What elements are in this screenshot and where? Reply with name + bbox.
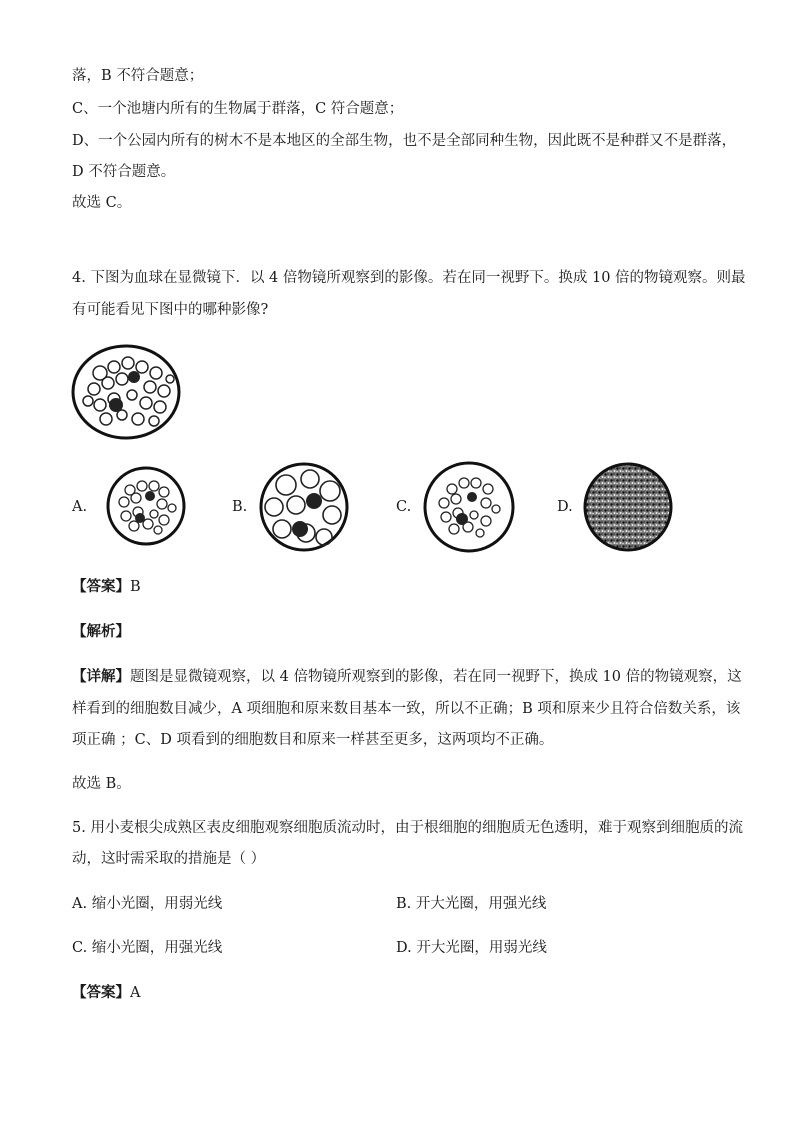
analysis-tag: 【解析】 bbox=[72, 623, 130, 640]
text-line: D、一个公园内所有的树木不是本地区的全部生物，也不是全部同种生物，因此既不是种群又不是群落， bbox=[72, 133, 737, 149]
text-line: D 不符合题意。 bbox=[72, 164, 176, 180]
question-5-stem: 5. 用小麦根尖成熟区表皮细胞观察细胞质流动时，由于根细胞的细胞质无色透明，难于观察到细胞质的流 bbox=[72, 820, 743, 836]
detail-line: 样看到的细胞数目减少，A 项细胞和原来数目基本一致，所以不正确；B 项和原来少且符合倍数关系，该 bbox=[72, 701, 741, 717]
option-b: B. 开大光圈，用强光线 bbox=[396, 896, 547, 912]
detail-text: 题图是显微镜观察，以 4 倍物镜所观察到的影像，若在同一视野下，换成 10 倍的物镜观察，这 bbox=[130, 669, 742, 685]
microscope-view-reference-image bbox=[70, 343, 184, 443]
conclusion: 故选 B。 bbox=[72, 776, 131, 792]
option-a: A. 缩小光圈，用弱光线 bbox=[72, 896, 223, 912]
microscope-view-option-c bbox=[420, 461, 518, 553]
detail-tag: 【详解】 bbox=[72, 668, 130, 685]
question-4-stem: 4. 下图为血球在显微镜下．以 4 倍物镜所观察到的影像。若在同一视野下。换成 10 倍的物镜观察。则最 bbox=[72, 270, 746, 286]
microscope-view-option-b bbox=[256, 461, 352, 553]
option-a-label: A. bbox=[72, 499, 88, 515]
microscope-view-option-d bbox=[580, 461, 676, 553]
answer-tag: 【答案】 bbox=[72, 984, 130, 1001]
option-d-label: D. bbox=[557, 499, 573, 515]
microscope-view-option-a bbox=[104, 466, 188, 546]
option-d: D. 开大光圈，用弱光线 bbox=[396, 940, 547, 956]
answer-tag: 【答案】 bbox=[72, 578, 130, 595]
detail-line bbox=[72, 667, 742, 687]
text-line: C、一个池塘内所有的生物属于群落，C 符合题意； bbox=[72, 101, 404, 117]
question-4-stem: 有可能看见下图中的哪种影像? bbox=[72, 302, 269, 318]
answer-row bbox=[72, 983, 140, 1003]
option-c-label: C. bbox=[396, 499, 412, 515]
text-line: 故选 C。 bbox=[72, 195, 132, 211]
answer-value: A bbox=[130, 985, 141, 1001]
text-line: 落，B 不符合题意； bbox=[72, 68, 204, 84]
option-c: C. 缩小光圈，用强光线 bbox=[72, 940, 223, 956]
answer-row bbox=[72, 577, 141, 597]
detail-line: 项正确 ；C、D 项看到的细胞数目和原来一样甚至更多，这两项均不正确。 bbox=[72, 732, 554, 748]
question-5-stem: 动，这时需采取的措施是（ ） bbox=[72, 851, 266, 867]
answer-value: B bbox=[130, 579, 141, 595]
option-b-label: B. bbox=[232, 499, 248, 515]
